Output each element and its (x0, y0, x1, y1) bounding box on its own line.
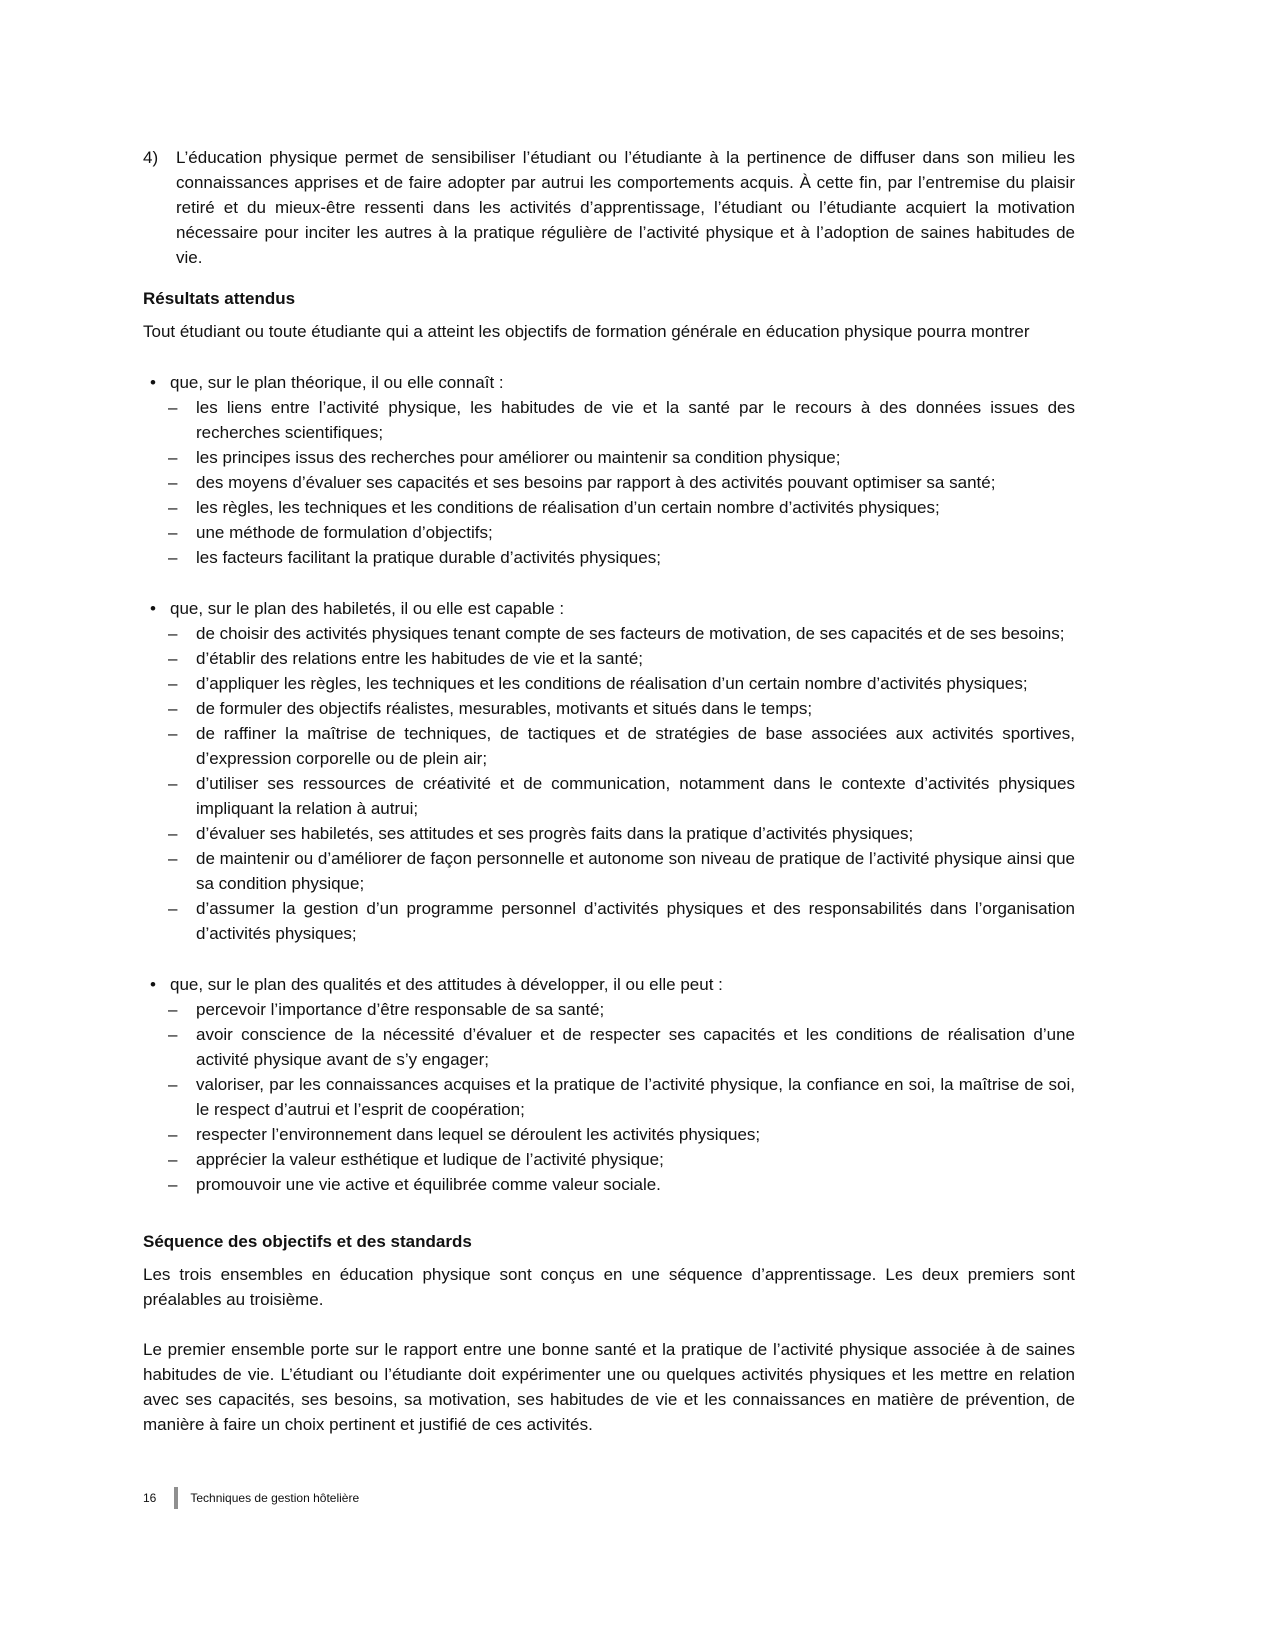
item-text: L’éducation physique permet de sensibiliser l’étudiant ou l’étudiante à la pertinence de diffuser dans son milieu les connaissances apprises et de faire adopter par autrui les comportements acquis. À cette fin, par l’entremise du plaisir retiré et du mieux-être ressenti dans les activités d’apprentissage, l’étudiant ou l’étudiante acquiert la motivation nécessaire pour inciter les autres à la pratique régulière de l’activité physique et à l’adoption de saines habitudes de vie. (176, 148, 1075, 267)
list-item-text: de raffiner la maîtrise de techniques, de tactiques et de stratégies de base associées aux activités sportives, d’expression corporelle ou de plein air; (196, 724, 1075, 768)
dash-marker: – (168, 448, 178, 467)
bullet-lead (143, 596, 1075, 621)
list-item-text: respecter l’environnement dans lequel se déroulent les activités physiques; (196, 1125, 761, 1144)
heading-sequence: Séquence des objectifs et des standards (143, 1232, 472, 1251)
dash-marker: – (168, 473, 178, 492)
list-item (166, 520, 1075, 545)
list-item (166, 445, 1075, 470)
list-item-text: d’établir des relations entre les habitudes de vie et la santé; (196, 649, 643, 668)
dash-marker: – (168, 548, 178, 567)
bullet-group-theorique (143, 370, 1075, 570)
list-item-text: de choisir des activités physiques tenant compte de ses facteurs de motivation, de ses capacités et de ses besoins; (196, 624, 1065, 643)
list-item (166, 671, 1075, 696)
list-item (166, 696, 1075, 721)
list-item (166, 545, 1075, 570)
list-item-text: d’évaluer ses habiletés, ses attitudes et ses progrès faits dans la pratique d’activités physiques; (196, 824, 914, 843)
dash-marker: – (168, 1025, 178, 1044)
list-item-text: percevoir l’importance d’être responsable de sa santé; (196, 1000, 605, 1019)
sequence-paragraph-1: Les trois ensembles en éducation physique sont conçus en une séquence d’apprentissage. Les deux premiers sont préalables au troisième. (143, 1265, 1075, 1309)
page-footer (143, 1487, 1075, 1509)
page-number: 16 (143, 1491, 157, 1505)
dash-marker: – (168, 774, 178, 793)
numbered-item-4 (143, 145, 1075, 270)
dash-marker: – (168, 824, 178, 843)
list-item (166, 495, 1075, 520)
dash-marker: – (168, 398, 178, 417)
item-number: 4) (143, 148, 159, 167)
dash-marker: – (168, 1075, 178, 1094)
footer-label: Techniques de gestion hôtelière (190, 1491, 360, 1505)
list-item-text: valoriser, par les connaissances acquises et la pratique de l’activité physique, la confiance en soi, la maîtrise de soi, le respect d’autrui et l’esprit de coopération; (196, 1075, 1075, 1119)
list-item-text: apprécier la valeur esthétique et ludique de l’activité physique; (196, 1150, 664, 1169)
list-item (166, 1172, 1075, 1197)
list-item (166, 721, 1075, 771)
list-item (166, 395, 1075, 445)
sequence-paragraph-2: Le premier ensemble porte sur le rapport entre une bonne santé et la pratique de l’activité physique associée à de saines habitudes de vie. L’étudiant ou l’étudiante doit expérimenter une ou quelques activités physiques et les mettre en relation avec ses capacités, ses besoins, sa motivation, ses habitudes de vie et les connaissances en matière de prévention, de manière à faire un choix pertinent et justifié de ces activités. (143, 1340, 1075, 1434)
list-item-text: les principes issus des recherches pour améliorer ou maintenir sa condition physique; (196, 448, 841, 467)
bullet-lead-text: que, sur le plan des habiletés, il ou elle est capable : (170, 599, 565, 618)
dash-marker: – (168, 1175, 178, 1194)
list-item-text: des moyens d’évaluer ses capacités et ses besoins par rapport à des activités pouvant optimiser sa santé; (196, 473, 996, 492)
dash-marker: – (168, 523, 178, 542)
bullet-marker: • (150, 373, 156, 392)
list-item-text: les règles, les techniques et les conditions de réalisation d’un certain nombre d’activités physiques; (196, 498, 940, 517)
list-item-text: d’assumer la gestion d’un programme personnel d’activités physiques et des responsabilités dans l’organisation d’activités physiques; (196, 899, 1075, 943)
list-item-text: les liens entre l’activité physique, les habitudes de vie et la santé par le recours à des données issues des recherches scientifiques; (196, 398, 1075, 442)
list-item-text: une méthode de formulation d’objectifs; (196, 523, 493, 542)
heading-resultats-attendus: Résultats attendus (143, 289, 296, 308)
dash-marker: – (168, 649, 178, 668)
dash-marker: – (168, 498, 178, 517)
bullet-marker: • (150, 599, 156, 618)
list-item (166, 646, 1075, 671)
bullet-lead-text: que, sur le plan théorique, il ou elle connaît : (170, 373, 504, 392)
resultats-intro: Tout étudiant ou toute étudiante qui a atteint les objectifs de formation générale en éducation physique pourra montrer (143, 322, 1030, 341)
dash-marker: – (168, 699, 178, 718)
list-item-text: de formuler des objectifs réalistes, mesurables, motivants et situés dans le temps; (196, 699, 813, 718)
bullet-lead (143, 972, 1075, 997)
bullet-group-qualites (143, 972, 1075, 1197)
bullet-lead (143, 370, 1075, 395)
list-item (166, 470, 1075, 495)
sequence-section (143, 1229, 1075, 1437)
list-item (166, 1147, 1075, 1172)
dash-marker: – (168, 724, 178, 743)
list-item (166, 846, 1075, 896)
list-item-text: les facteurs facilitant la pratique durable d’activités physiques; (196, 548, 661, 567)
bullet-lead-text: que, sur le plan des qualités et des attitudes à développer, il ou elle peut : (170, 975, 723, 994)
list-item (166, 1022, 1075, 1072)
list-item (166, 997, 1075, 1022)
dash-marker: – (168, 1150, 178, 1169)
bullet-group-habiletes (143, 596, 1075, 946)
list-item (166, 621, 1075, 646)
bullet-marker: • (150, 975, 156, 994)
footer-divider (174, 1487, 178, 1509)
list-item-text: promouvoir une vie active et équilibrée comme valeur sociale. (196, 1175, 661, 1194)
dash-marker: – (168, 674, 178, 693)
list-item (166, 1122, 1075, 1147)
dash-marker: – (168, 899, 178, 918)
list-item (166, 771, 1075, 821)
dash-marker: – (168, 1000, 178, 1019)
dash-marker: – (168, 624, 178, 643)
list-item-text: d’appliquer les règles, les techniques et les conditions de réalisation d’un certain nombre d’activités physiques; (196, 674, 1028, 693)
list-item (166, 821, 1075, 846)
dash-marker: – (168, 1125, 178, 1144)
list-item-text: d’utiliser ses ressources de créativité et de communication, notamment dans le contexte d’activités physiques impliquant la relation à autrui; (196, 774, 1075, 818)
dash-marker: – (168, 849, 178, 868)
list-item (166, 1072, 1075, 1122)
list-item-text: avoir conscience de la nécessité d’évaluer et de respecter ses capacités et les conditions de réalisation d’une activité physique avant de s’y engager; (196, 1025, 1075, 1069)
list-item-text: de maintenir ou d’améliorer de façon personnelle et autonome son niveau de pratique de l’activité physique ainsi que sa condition physique; (196, 849, 1075, 893)
list-item (166, 896, 1075, 946)
